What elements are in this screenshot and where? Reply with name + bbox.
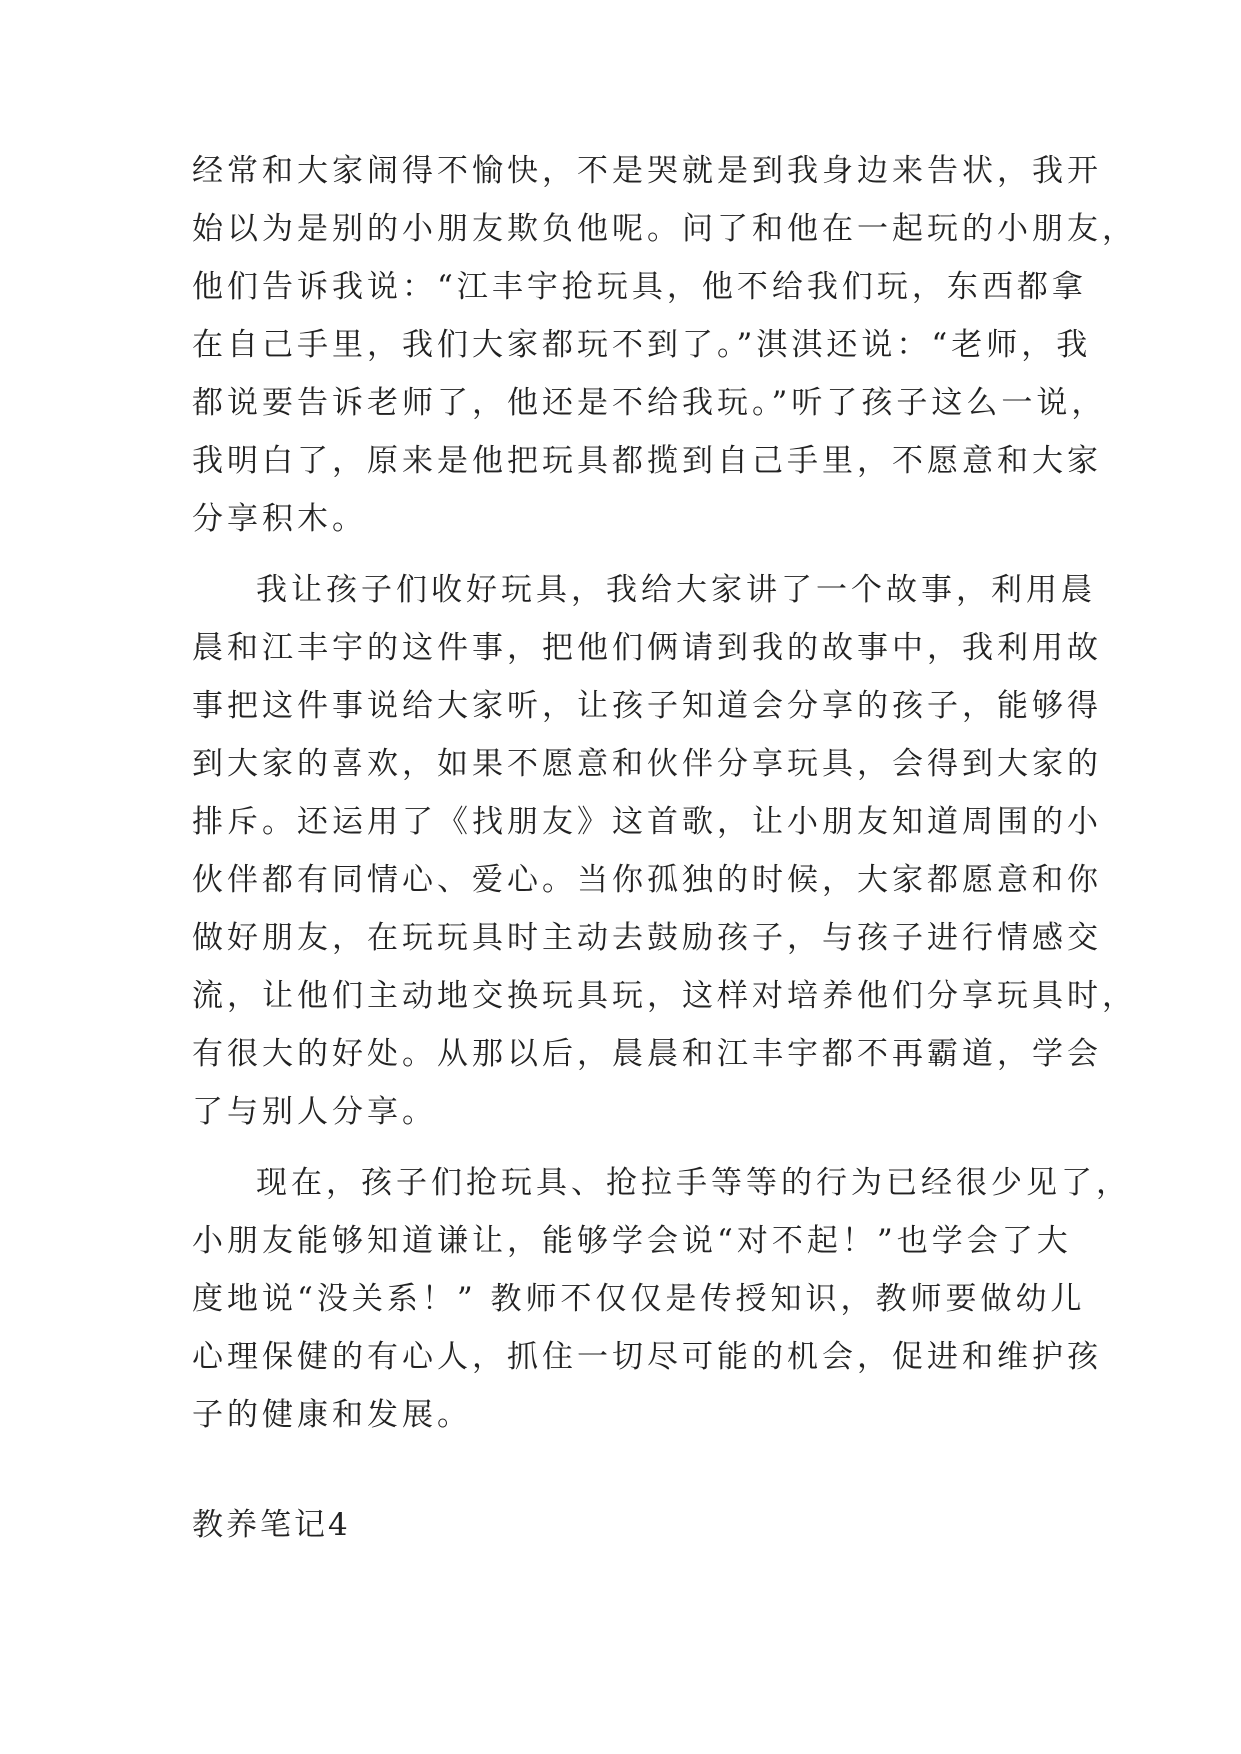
paragraph-line: 了与别人分享。: [192, 1094, 437, 1130]
paragraph-line: 分享积木。: [192, 501, 367, 537]
paragraph-line: 事把这件事说给大家听，让孩子知道会分享的孩子，能够得: [192, 688, 1102, 724]
paragraph-line: 始以为是别的小朋友欺负他呢。问了和他在一起玩的小朋友，: [192, 211, 1137, 247]
paragraph-line: 心理保健的有心人，抓住一切尽可能的机会，促进和维护孩: [192, 1339, 1102, 1375]
paragraph-line: 子的健康和发展。: [192, 1397, 472, 1433]
paragraph-line: 小朋友能够知道谦让，能够学会说“对不起！”也学会了大: [192, 1223, 1072, 1259]
paragraph-line: 都说要告诉老师了，他还是不给我玩。”听了孩子这么一说，: [192, 385, 1107, 421]
paragraph-line: 我让孩子们收好玩具，我给大家讲了一个故事，利用晨: [256, 572, 1096, 608]
paragraph-line: 度地说“没关系！” 教师不仅仅是传授知识，教师要做幼儿: [192, 1281, 1086, 1317]
paragraph-line: 伙伴都有同情心、爱心。当你孤独的时候，大家都愿意和你: [192, 862, 1102, 898]
paragraph-line: 做好朋友，在玩玩具时主动去鼓励孩子，与孩子进行情感交: [192, 920, 1102, 956]
paragraph-line: 现在，孩子们抢玩具、抢拉手等等的行为已经很少见了，: [256, 1165, 1131, 1201]
paragraph-line: 他们告诉我说：“江丰宇抢玩具，他不给我们玩，东西都拿: [192, 269, 1087, 305]
paragraph-line: 流，让他们主动地交换玩具玩，这样对培养他们分享玩具时，: [192, 978, 1137, 1014]
section-heading: 教养笔记4: [192, 1507, 351, 1543]
paragraph-line: 排斥。还运用了《找朋友》这首歌，让小朋友知道周围的小: [192, 804, 1102, 840]
paragraph-line: 在自己手里，我们大家都玩不到了。”淇淇还说：“老师，我: [192, 327, 1092, 363]
paragraph-line: 有很大的好处。从那以后，晨晨和江丰宇都不再霸道，学会: [192, 1036, 1102, 1072]
paragraph-line: 晨和江丰宇的这件事，把他们俩请到我的故事中，我利用故: [192, 630, 1102, 666]
paragraph-line: 经常和大家闹得不愉快，不是哭就是到我身边来告状，我开: [192, 153, 1102, 189]
paragraph-line: 我明白了，原来是他把玩具都揽到自己手里，不愿意和大家: [192, 443, 1102, 479]
paragraph-line: 到大家的喜欢，如果不愿意和伙伴分享玩具，会得到大家的: [192, 746, 1102, 782]
